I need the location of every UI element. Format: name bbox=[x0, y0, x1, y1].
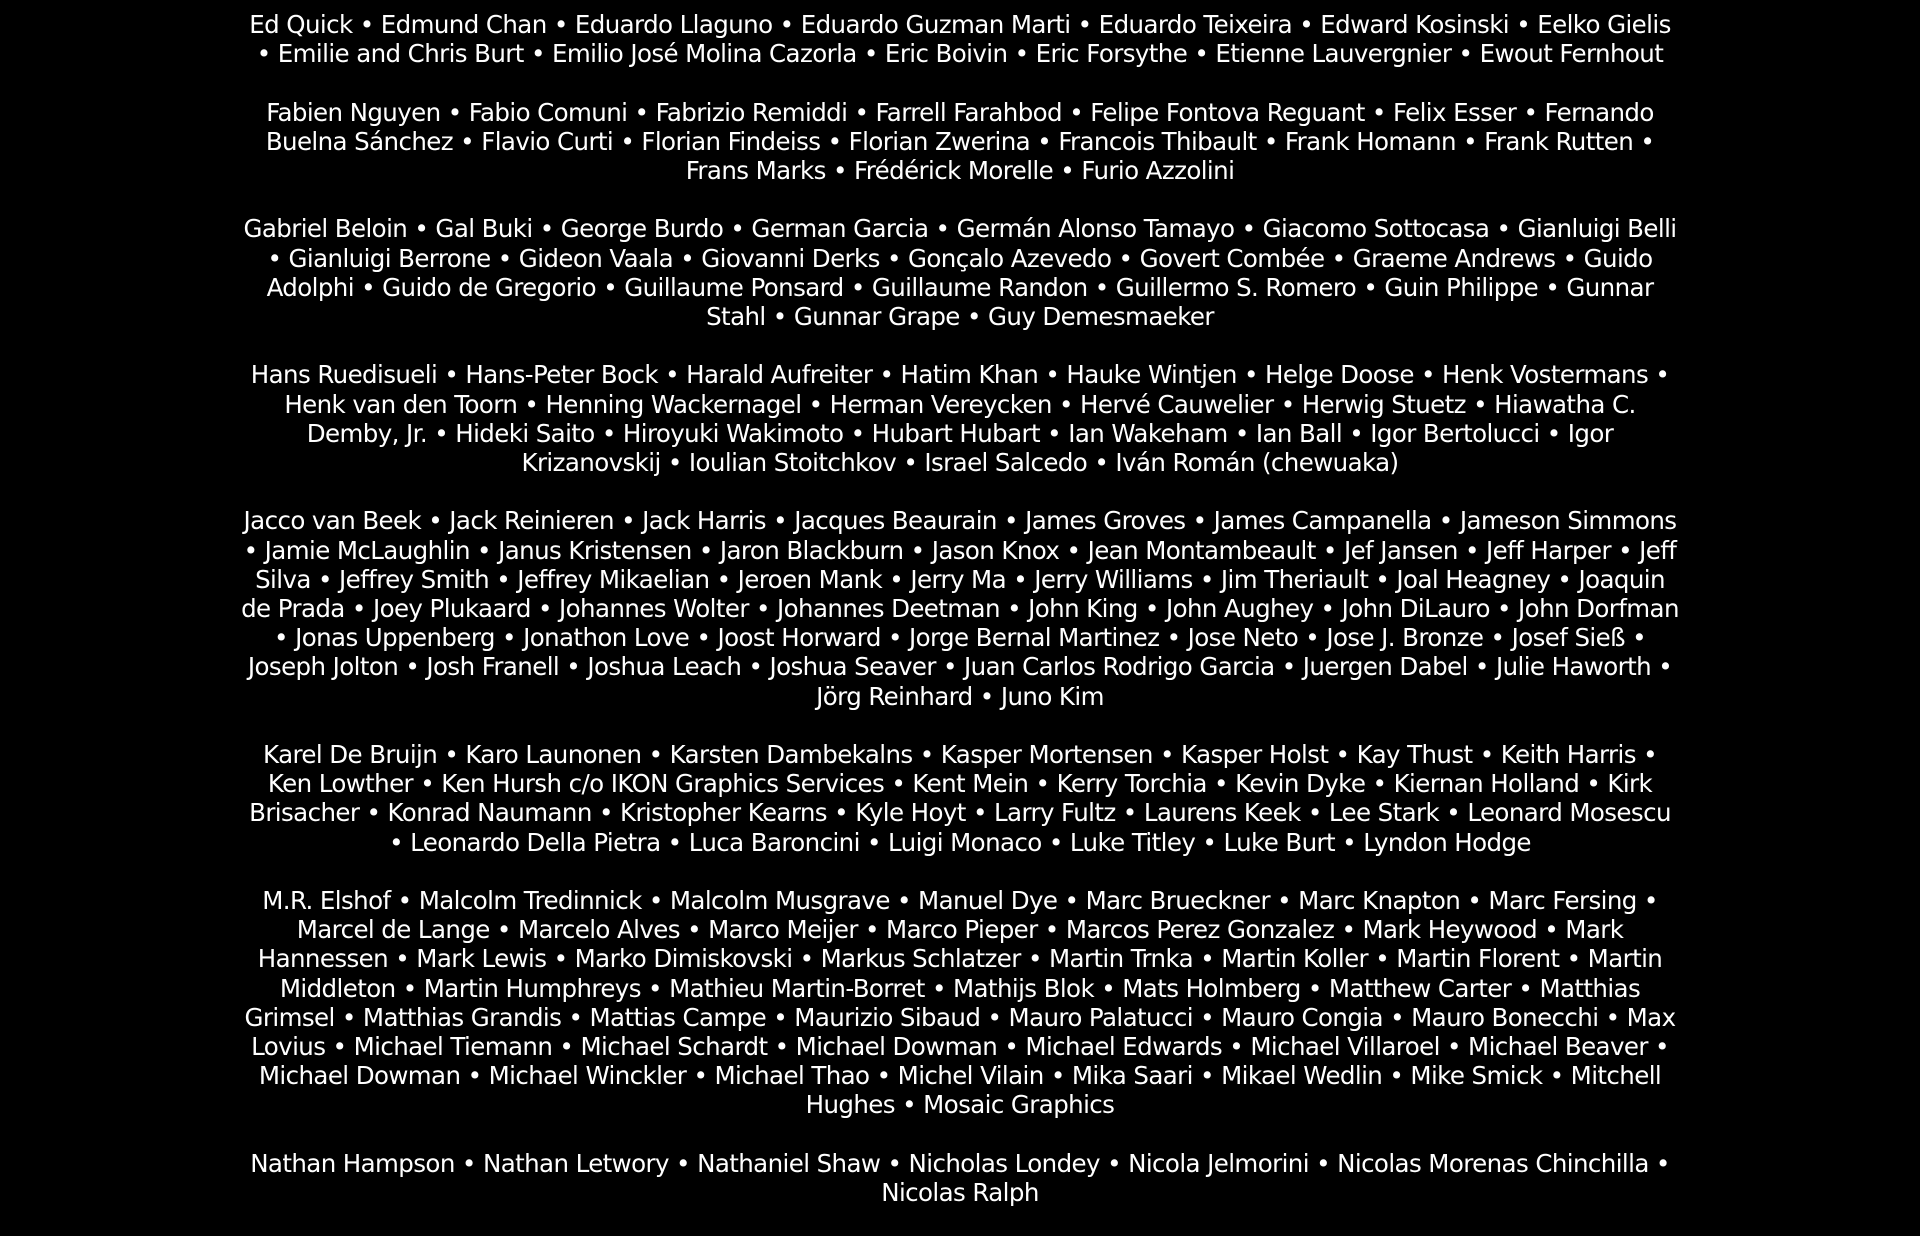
credits-group-m: M.R. Elshof • Malcolm Tredinnick • Malcolm Musgrave • Manuel Dye • Marc Brueckner • Marc Knapton • Marc Fersing • Marcel de Lange • Marcelo Alves • Marco Meijer • Marco Pieper • Marcos Perez Gonzalez • Mark Heywood • Mark Hannessen • Mark Lewis • Marko Dimiskovski • Markus Schlatzer • Martin Trnka • Martin Koller • Martin Florent • Martin Middleton • Martin Humphreys • Mathieu Martin-Borret • Mathijs Blok • Mats Holmberg • Matthew Carter • Matthias Grimsel • Matthias Grandis • Mattias Campe • Maurizio Sibaud • Mauro Palatucci • Mauro Congia • Mauro Bonecchi • Max Lovius • Michael Tiemann • Michael Schardt • Michael Dowman • Michael Edwards • Michael Villaroel • Michael Beaver • Michael Dowman • Michael Winckler • Michael Thao • Michel Vilain • Mika Saari • Mikael Wedlin • Mike Smick • Mitchell Hughes • Mosaic Graphics bbox=[244, 886, 1676, 1120]
credits-group-f: Fabien Nguyen • Fabio Comuni • Fabrizio Remiddi • Farrell Farahbod • Felipe Fontova Reguant • Felix Esser • Fernando Buelna Sánchez • Flavio Curti • Florian Findeiss • Florian Zwerina • Francois Thibault • Frank Homann • Frank Rutten • Frans Marks • Frédérick Morelle • Furio Azzolini bbox=[265, 97, 1655, 185]
credits-group-e: Ed Quick • Edmund Chan • Eduardo Llaguno • Eduardo Guzman Marti • Eduardo Teixeira • Edward Kosinski • Eelko Gielis • Emilie and Chris Burt • Emilio José Molina Cazorla • Eric Boivin • Eric Forsythe • Etienne Lauvergnier • Ewout Fernhout bbox=[249, 10, 1671, 69]
credits-group-g: Gabriel Beloin • Gal Buki • George Burdo • German Garcia • Germán Alonso Tamayo • Giacomo Sottocasa • Gianluigi Belli • Gianluigi Berrone • Gideon Vaala • Giovanni Derks • Gonçalo Azevedo • Govert Combée • Graeme Andrews • Guido Adolphi • Guido de Gregorio • Guillaume Ponsard • Guillaume Randon • Guillermo S. Romero • Guin Philippe • Gunnar Stahl • Gunnar Grape • Guy Demesmaeker bbox=[243, 214, 1677, 331]
credits-group-n: Nathan Hampson • Nathan Letwory • Nathaniel Shaw • Nicholas Londey • Nicola Jelmorini • Nicolas Morenas Chinchilla • Nicolas Ralph bbox=[250, 1148, 1670, 1208]
credits-group-h-i: Hans Ruedisueli • Hans-Peter Bock • Harald Aufreiter • Hatim Khan • Hauke Wintjen • Helge Doose • Henk Vostermans • Henk van den Toorn • Henning Wackernagel • Herman Vereycken • Hervé Cauwelier • Herwig Stuetz • Hiawatha C. Demby, Jr. • Hideki Saito • Hiroyuki Wakimoto • Hubart Hubart • Ian Wakeham • Ian Ball • Igor Bertolucci • Igor Krizanovskij • Ioulian Stoitchkov • Israel Salcedo • Iván Román (chewuaka) bbox=[250, 360, 1670, 477]
credits-group-k-l: Karel De Bruijn • Karo Launonen • Karsten Dambekalns • Kasper Mortensen • Kasper Holst • Kay Thust • Keith Harris • Ken Lowther • Ken Hursh c/o IKON Graphics Services • Kent Mein • Kerry Torchia • Kevin Dyke • Kiernan Holland • Kirk Brisacher • Konrad Naumann • Kristopher Kearns • Kyle Hoyt • Larry Fultz • Laurens Keek • Lee Stark • Leonard Mosescu • Leonardo Della Pietra • Luca Baroncini • Luigi Monaco • Luke Titley • Luke Burt • Lyndon Hodge bbox=[249, 740, 1671, 857]
credits-scroll bbox=[240, 10, 1680, 1236]
credits-group-j: Jacco van Beek • Jack Reinieren • Jack Harris • Jacques Beaurain • James Groves • James Campanella • Jameson Simmons • Jamie McLaughlin • Janus Kristensen • Jaron Blackburn • Jason Knox • Jean Montambeault • Jef Jansen • Jeff Harper • Jeff Silva • Jeffrey Smith • Jeffrey Mikaelian • Jeroen Mank • Jerry Ma • Jerry Williams • Jim Theriault • Joal Heagney • Joaquin de Prada • Joey Plukaard • Johannes Wolter • Johannes Deetman • John King • John Aughey • John DiLauro • John Dorfman • Jonas Uppenberg • Jonathon Love • Joost Horward • Jorge Bernal Martinez • Jose Neto • Jose J. Bronze • Josef Sieß • Joseph Jolton • Josh Franell • Joshua Leach • Joshua Seaver • Juan Carlos Rodrigo Garcia • Juergen Dabel • Julie Haworth • Jörg Reinhard • Juno Kim bbox=[241, 506, 1679, 711]
